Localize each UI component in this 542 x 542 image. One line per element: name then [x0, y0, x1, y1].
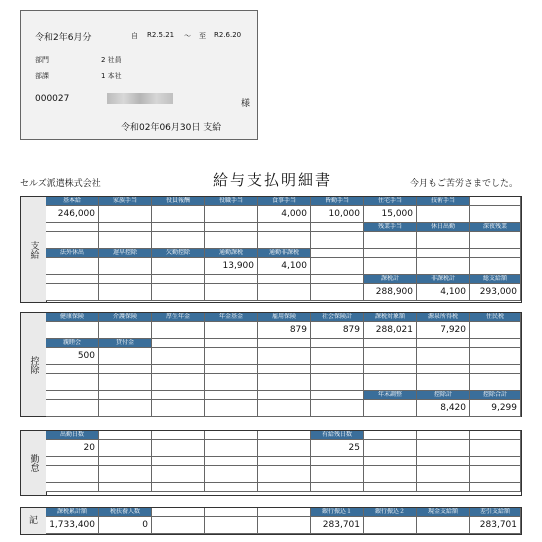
deduction-label-cell [417, 339, 470, 348]
deduction-label-cell [364, 365, 417, 374]
deduction-value-cell [311, 400, 364, 417]
payment-label-cell: 残業手当 [364, 223, 417, 232]
notes-label-cell: 銀行振込１ [311, 508, 364, 517]
deduction-label-cell: 貸付金 [99, 339, 152, 348]
notes-label: 記 [28, 516, 38, 526]
payment-value-cell [417, 258, 470, 275]
payment-label-cell [152, 223, 205, 232]
notes-value-cell [417, 517, 470, 534]
notes-label-cell: 課税累計額 [46, 508, 99, 517]
payment-label-cell [99, 223, 152, 232]
to-label: 至 [199, 32, 206, 40]
attendance-label-cell [417, 457, 470, 466]
deduction-label-cell [152, 365, 205, 374]
deduction-value-cell [152, 400, 205, 417]
deduction-label-cell [258, 339, 311, 348]
payment-label-cell [470, 197, 521, 206]
payment-label-cell [417, 249, 470, 258]
attendance-value-cell: 25 [311, 440, 364, 457]
notes-label-cell: 現金支給額 [417, 508, 470, 517]
attendance-label-cell [417, 431, 470, 440]
notes-grid [46, 508, 521, 534]
deduction-value-cell [417, 348, 470, 365]
payment-label-cell: 法外休出 [46, 249, 99, 258]
attendance-value-cell [417, 440, 470, 457]
deduction-value-cell [470, 322, 521, 339]
deduction-label-cell [311, 339, 364, 348]
dept-value: 2 社員 [101, 56, 122, 64]
deduction-value-cell [152, 322, 205, 339]
deduction-label-cell: 課税対象額 [364, 313, 417, 322]
payment-label-cell: 休日出勤 [417, 223, 470, 232]
deduction-label: 控除 [28, 355, 39, 374]
tilde: ～ [184, 32, 191, 40]
deduction-value-cell [46, 400, 99, 417]
attendance-grid [46, 431, 521, 495]
notes-section [20, 507, 522, 535]
deduction-label-cell [311, 365, 364, 374]
payment-value-cell: 10,000 [311, 206, 364, 223]
attendance-label-cell [99, 457, 152, 466]
attendance-value-cell [258, 440, 311, 457]
notes-value-cell [205, 517, 258, 534]
attendance-label-cell [205, 483, 258, 492]
section-label: 部課 [35, 72, 49, 80]
payment-value-cell [99, 284, 152, 301]
payment-value-cell [46, 232, 99, 249]
payment-label-cell [258, 275, 311, 284]
payment-value-cell [258, 232, 311, 249]
deduction-value-cell: 500 [46, 348, 99, 365]
payment-value-cell: 4,000 [258, 206, 311, 223]
payment-label-cell: 通勤課税 [205, 249, 258, 258]
deduction-label-cell [258, 391, 311, 400]
deduction-label-cell [46, 365, 99, 374]
from-date: R2.5.21 [147, 31, 175, 39]
payment-value-cell: 288,900 [364, 284, 417, 301]
page-title: 給与支払明細書 [213, 171, 333, 189]
payment-label-cell: 深夜残業 [470, 223, 521, 232]
attendance-value-cell [205, 466, 258, 483]
payment-value-cell: 246,000 [46, 206, 99, 223]
attendance-label: 勤怠 [28, 454, 39, 472]
deduction-value-cell [470, 374, 521, 391]
payment-value-cell [46, 258, 99, 275]
deduction-label-cell [258, 365, 311, 374]
payment-label-cell: 皆勤手当 [311, 197, 364, 206]
attendance-value-cell [364, 466, 417, 483]
attendance-label-cell [364, 457, 417, 466]
payment-value-cell [152, 258, 205, 275]
attendance-value-cell [470, 466, 521, 483]
deduction-label-cell [152, 391, 205, 400]
payment-label-cell: 食事手当 [258, 197, 311, 206]
payment-label-cell: 家族手当 [99, 197, 152, 206]
payment-side-label [21, 197, 47, 302]
payment-label-cell: 欠勤控除 [152, 249, 205, 258]
deduction-value-cell [152, 348, 205, 365]
deduction-value-cell [46, 374, 99, 391]
deduction-value-cell: 9,299 [470, 400, 521, 417]
deduction-section [20, 312, 522, 417]
greeting: 今月もご苦労さまでした。 [410, 179, 519, 189]
attendance-label-cell [99, 431, 152, 440]
payment-value-cell: 293,000 [470, 284, 521, 301]
attendance-value-cell [46, 466, 99, 483]
attendance-label-cell [258, 457, 311, 466]
attendance-value-cell [152, 466, 205, 483]
attendance-label-cell [417, 483, 470, 492]
payment-label-cell [311, 223, 364, 232]
payment-label-cell [46, 275, 99, 284]
payment-label-cell [205, 275, 258, 284]
deduction-label-cell [46, 391, 99, 400]
payment-value-cell [205, 232, 258, 249]
payment-value-cell [311, 258, 364, 275]
deduction-value-cell [258, 400, 311, 417]
payment-label-cell: 遅早控除 [99, 249, 152, 258]
payment-value-cell [470, 206, 521, 223]
dept-label: 部門 [35, 56, 49, 64]
attendance-label-cell [46, 483, 99, 492]
employee-header-box [20, 10, 258, 140]
payment-label-cell: 基本給 [46, 197, 99, 206]
notes-value-cell: 283,701 [311, 517, 364, 534]
deduction-label-cell [205, 365, 258, 374]
attendance-label-cell [470, 457, 521, 466]
deduction-grid [46, 313, 521, 416]
payment-label-cell: 技術手当 [417, 197, 470, 206]
deduction-value-cell [364, 374, 417, 391]
deduction-label-cell: 住民税 [470, 313, 521, 322]
deduction-value-cell [311, 374, 364, 391]
attendance-value-cell [152, 440, 205, 457]
deduction-label-cell [417, 365, 470, 374]
deduction-label-cell: 社会保険計 [311, 313, 364, 322]
attendance-value-cell [205, 440, 258, 457]
attendance-section [20, 430, 522, 496]
deduction-value-cell [470, 348, 521, 365]
deduction-value-cell [364, 400, 417, 417]
pay-period: 令和2年6月分 [35, 33, 92, 43]
deduction-label-cell: 親睦会 [46, 339, 99, 348]
attendance-label-cell [311, 483, 364, 492]
deduction-value-cell [99, 400, 152, 417]
deduction-value-cell [205, 400, 258, 417]
deduction-value-cell [152, 374, 205, 391]
deduction-label-cell: 雇用保険 [258, 313, 311, 322]
payment-value-cell [470, 232, 521, 249]
payment-label-cell [470, 249, 521, 258]
from-label: 自 [131, 32, 138, 40]
deduction-label-cell [364, 339, 417, 348]
payment-value-cell [417, 232, 470, 249]
deduction-label-cell: 控除計 [417, 391, 470, 400]
payment-grid [46, 197, 521, 302]
attendance-label-cell [258, 483, 311, 492]
attendance-label-cell [364, 483, 417, 492]
notes-value-cell [258, 517, 311, 534]
payment-value-cell [311, 284, 364, 301]
notes-value-cell: 0 [99, 517, 152, 534]
notes-label-cell: 銀行振込２ [364, 508, 417, 517]
notes-value-cell [152, 517, 205, 534]
payment-value-cell [205, 284, 258, 301]
attendance-label-cell [311, 457, 364, 466]
payment-section [20, 196, 522, 303]
attendance-label-cell: 有給残日数 [311, 431, 364, 440]
deduction-value-cell [99, 322, 152, 339]
deduction-value-cell [205, 374, 258, 391]
attendance-label-cell [205, 431, 258, 440]
attendance-value-cell: 20 [46, 440, 99, 457]
deduction-label-cell [470, 365, 521, 374]
payment-label-cell [152, 275, 205, 284]
payment-label-cell: 総支給額 [470, 275, 521, 284]
deduction-value-cell [99, 348, 152, 365]
payment-value-cell [99, 258, 152, 275]
payment-label-cell [311, 275, 364, 284]
attendance-label-cell [470, 483, 521, 492]
pay-date: 令和02年06月30日 支給 [121, 123, 222, 133]
notes-value-cell [364, 517, 417, 534]
deduction-value-cell: 8,420 [417, 400, 470, 417]
deduction-label-cell [99, 391, 152, 400]
notes-value-cell: 1,733,400 [46, 517, 99, 534]
deduction-value-cell [258, 348, 311, 365]
employee-id: 000027 [35, 94, 70, 104]
payment-label-cell: 通勤非課税 [258, 249, 311, 258]
attendance-label-cell [364, 431, 417, 440]
deduction-side-label [21, 313, 47, 416]
payment-value-cell [417, 206, 470, 223]
attendance-label-cell [152, 457, 205, 466]
deduction-value-cell [417, 374, 470, 391]
deduction-label-cell: 年末調整 [364, 391, 417, 400]
deduction-value-cell: 7,920 [417, 322, 470, 339]
payment-value-cell [99, 232, 152, 249]
payment-value-cell [205, 206, 258, 223]
payment-label-cell: 役員報酬 [152, 197, 205, 206]
payment-value-cell [152, 232, 205, 249]
notes-label-cell [205, 508, 258, 517]
payment-label-cell: 住宅手当 [364, 197, 417, 206]
deduction-value-cell [311, 348, 364, 365]
payment-value-cell [258, 284, 311, 301]
attendance-side-label [21, 431, 47, 495]
payment-value-cell [364, 258, 417, 275]
payment-value-cell: 4,100 [258, 258, 311, 275]
payment-value-cell [152, 284, 205, 301]
section-value: 1 本社 [101, 72, 122, 80]
deduction-label-cell [205, 391, 258, 400]
deduction-label-cell: 介護保険 [99, 313, 152, 322]
attendance-label-cell: 出勤日数 [46, 431, 99, 440]
deduction-value-cell [99, 374, 152, 391]
payment-value-cell: 15,000 [364, 206, 417, 223]
deduction-value-cell [205, 322, 258, 339]
payment-value-cell [152, 206, 205, 223]
payment-value-cell: 4,100 [417, 284, 470, 301]
payment-value-cell [311, 232, 364, 249]
attendance-value-cell [99, 466, 152, 483]
attendance-label-cell [205, 457, 258, 466]
attendance-value-cell [470, 440, 521, 457]
payment-label-cell [99, 275, 152, 284]
payment-label-cell [46, 223, 99, 232]
deduction-label-cell [205, 339, 258, 348]
attendance-label-cell [470, 431, 521, 440]
attendance-value-cell [99, 440, 152, 457]
deduction-value-cell: 879 [311, 322, 364, 339]
notes-label-cell: 税扶養人数 [99, 508, 152, 517]
deduction-label-cell: 控除合計 [470, 391, 521, 400]
payment-label-cell [311, 249, 364, 258]
deduction-label-cell [99, 365, 152, 374]
notes-value-cell: 283,701 [470, 517, 521, 534]
deduction-label-cell [470, 339, 521, 348]
deduction-label-cell: 厚生年金 [152, 313, 205, 322]
honorific: 様 [241, 99, 251, 109]
deduction-value-cell [364, 348, 417, 365]
attendance-label-cell [152, 431, 205, 440]
deduction-value-cell: 288,021 [364, 322, 417, 339]
payment-value-cell [99, 206, 152, 223]
deduction-label-cell [311, 391, 364, 400]
deduction-label-cell: 年金基金 [205, 313, 258, 322]
attendance-value-cell [311, 466, 364, 483]
notes-label-cell [152, 508, 205, 517]
deduction-value-cell [46, 322, 99, 339]
deduction-label-cell [152, 339, 205, 348]
attendance-value-cell [417, 466, 470, 483]
notes-label-cell: 差引支給額 [470, 508, 521, 517]
deduction-label-cell: 健康保険 [46, 313, 99, 322]
payment-value-cell [46, 284, 99, 301]
payment-value-cell: 13,900 [205, 258, 258, 275]
attendance-label-cell [152, 483, 205, 492]
payment-label-cell: 役職手当 [205, 197, 258, 206]
company-name: セルズ派遣株式会社 [20, 179, 101, 189]
payment-label-cell: 課税計 [364, 275, 417, 284]
payment-label-cell [364, 249, 417, 258]
attendance-value-cell [258, 466, 311, 483]
deduction-value-cell: 879 [258, 322, 311, 339]
attendance-label-cell [99, 483, 152, 492]
attendance-label-cell [258, 431, 311, 440]
attendance-value-cell [364, 440, 417, 457]
payment-label: 支給 [28, 240, 39, 259]
payment-label-cell [205, 223, 258, 232]
payment-value-cell [470, 258, 521, 275]
notes-label-cell [258, 508, 311, 517]
redacted-name [107, 93, 173, 104]
payment-value-cell [364, 232, 417, 249]
payment-label-cell: 非課税計 [417, 275, 470, 284]
to-date: R2.6.20 [214, 31, 242, 39]
deduction-value-cell [258, 374, 311, 391]
payment-label-cell [258, 223, 311, 232]
deduction-value-cell [205, 348, 258, 365]
notes-side-label [21, 508, 47, 534]
deduction-label-cell: 源泉所得税 [417, 313, 470, 322]
attendance-label-cell [46, 457, 99, 466]
